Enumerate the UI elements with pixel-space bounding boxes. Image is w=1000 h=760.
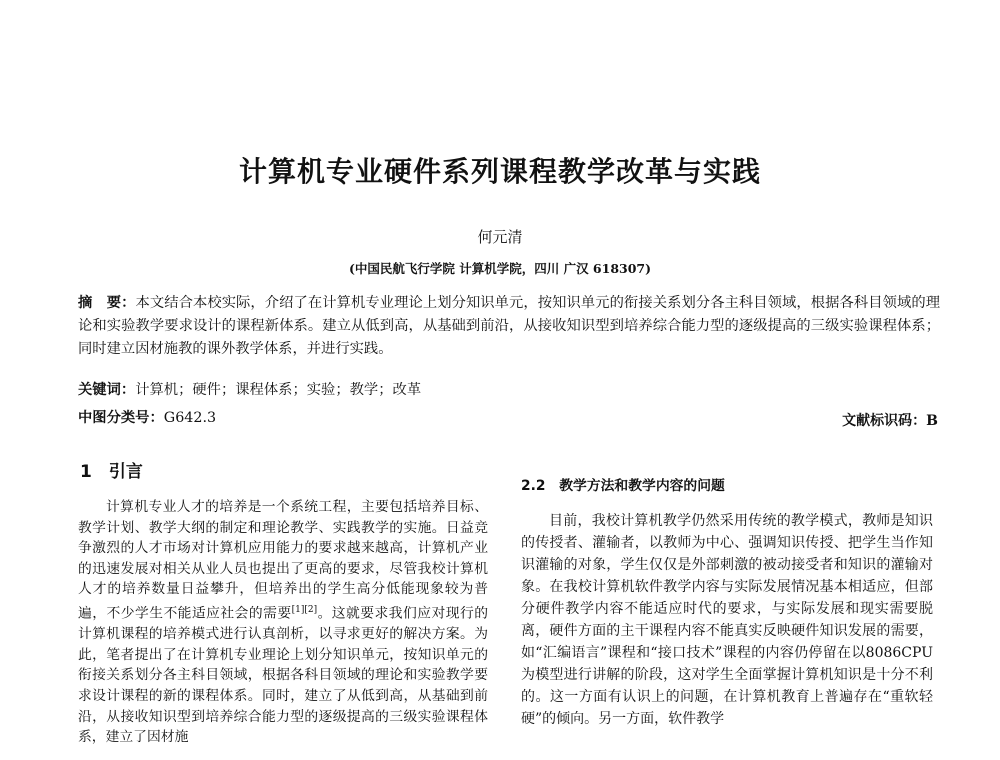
author-name: 何元清 — [477, 228, 523, 246]
classification-number — [78, 407, 216, 427]
affiliation: (中国民航飞行学院 计算机学院，四川 广汉 618307) — [348, 261, 652, 276]
paper-title: 计算机专业硬件系列课程教学改革与实践 — [238, 155, 761, 188]
document-code — [842, 410, 938, 430]
abstract — [78, 292, 940, 361]
left-column-body — [78, 497, 488, 748]
citation: [1][2] — [291, 604, 318, 615]
left-text-part-a: 计算机专业人才的培养是一个系统工程，主要包括培养目标、教学计划、教学大纲的制定和理论教学、实践教学的实施。日益竞争激烈的人才市场对计算机应用能力的要求越来越高，计算机产业的迅速发展对相关从业人员也提出了更高的要求，尽管我校计算机人才的培养数量日益攀升，但培养出的学生高分低能现象较为普遍，不少学生不能适应社会的需要 — [78, 499, 488, 622]
keywords — [78, 379, 421, 399]
abstract-text: 本文结合本校实际，介绍了在计算机专业理论上划分知识单元，按知识单元的衔接关系划分各主科目领域，根据各科目领域的理论和实验教学要求设计的课程新体系。建立从低到高，从基础到前沿，从接收知识型到培养综合能力型的逐级提高的三级实验课程体系；同时建立因材施教的课外教学体系，并进行实践。 — [78, 295, 941, 357]
section-heading-intro: 1 引言 — [80, 462, 143, 482]
clc-value: G642.3 — [163, 410, 217, 426]
right-column-body: 目前，我校计算机教学仍然采用传统的教学模式，教师是知识的传授者、灌输者，以教师为中心、强调知识传授、把学生当作知识灌输的对象，学生仅仅是外部刺激的被动接受者和知识的灌输对象。在我校计算机软件教学内容与实际发展情况基本相适应，但部分硬件教学内容不能适应时代的要求，与实际发展和现实需要脱离，硬件方面的主干课程内容不能真实反映硬件知识发展的需要，如“汇编语言”课程和“接口技术”课程的内容仍停留在以8086CPU 为模型进行讲解的阶段，这对学生全面掌握计算机知识是十分不利的。这一方面有认识上的问题，在计算机教育上普遍存在“重软轻硬”的倾向。另一方面，软件教学 — [521, 513, 933, 727]
abstract-label: 摘 要： — [78, 295, 136, 311]
clc-label: 中图分类号： — [78, 410, 164, 426]
section-heading-2-2: 2.2 教学方法和教学内容的问题 — [521, 478, 725, 494]
left-text-part-b: 。这就要求我们应对现行的计算机课程的培养模式进行认真剖析，以寻求更好的解决方案。为此，笔者提出了在计算机专业理论上划分知识单元，按知识单元的衔接关系划分各主科目领域，根据各科目领域的理论和实验教学要求设计课程的新的课程体系。同时，建立了从低到高，从基础到前沿，从接收知识型到培养综合能力型的逐级提高的三级实验课程体系，建立了因材施 — [78, 605, 489, 746]
keywords-label: 关键词： — [78, 382, 136, 398]
doc-code-value: B — [926, 413, 938, 429]
doc-code-label: 文献标识码： — [842, 413, 927, 429]
keywords-text: 计算机；硬件；课程体系；实验；教学；改革 — [135, 382, 422, 398]
